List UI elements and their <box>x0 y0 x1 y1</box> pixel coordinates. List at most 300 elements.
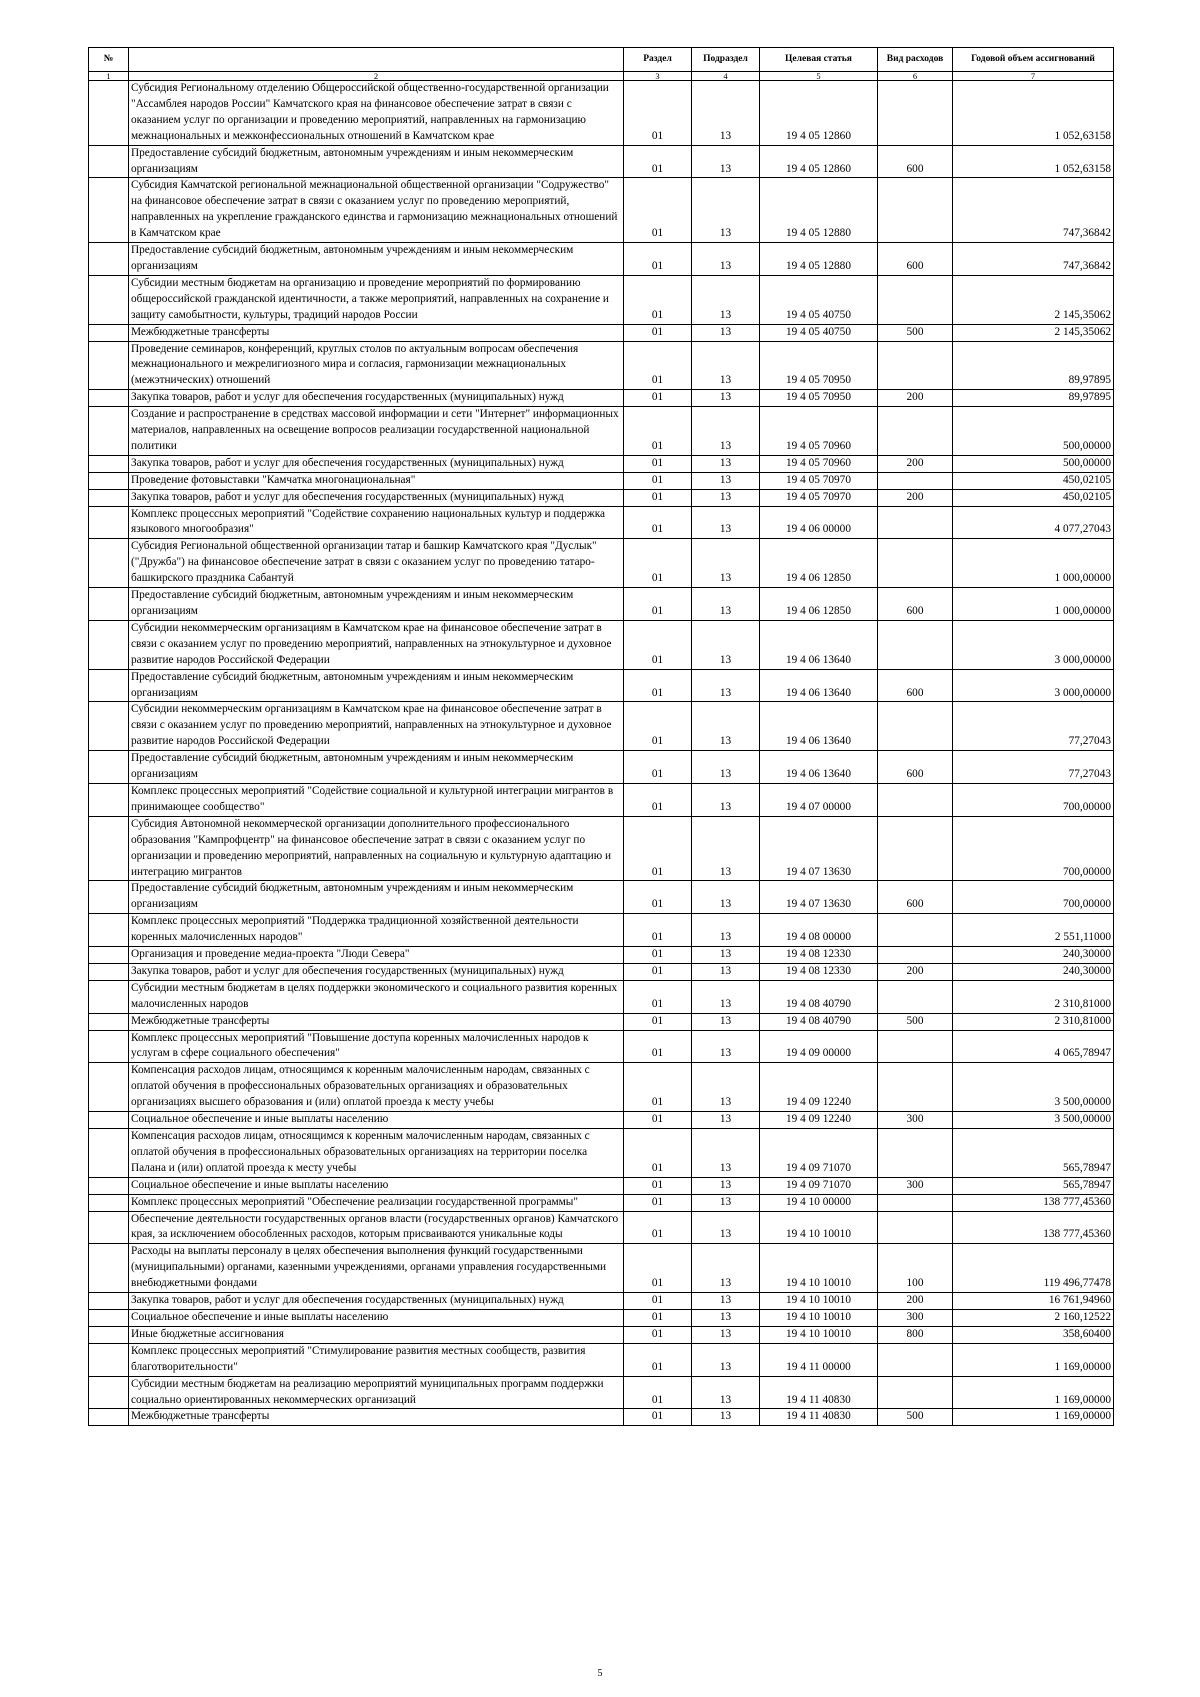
row-podrazdel-cell: 13 <box>692 947 760 964</box>
row-number-cell <box>89 1244 129 1293</box>
row-article-cell: 19 4 05 40750 <box>760 275 878 324</box>
row-expense-type-cell: 600 <box>878 751 953 784</box>
row-name-cell: Межбюджетные трансферты <box>129 324 624 341</box>
row-podrazdel-cell: 13 <box>692 881 760 914</box>
row-podrazdel-cell: 13 <box>692 455 760 472</box>
row-article-cell: 19 4 10 10010 <box>760 1309 878 1326</box>
row-amount-cell: 240,30000 <box>953 963 1114 980</box>
table-row <box>89 669 1114 702</box>
row-podrazdel-cell: 13 <box>692 1030 760 1063</box>
row-article-cell: 19 4 07 13630 <box>760 881 878 914</box>
row-article-cell: 19 4 11 40830 <box>760 1376 878 1409</box>
row-name-cell: Комплекс процессных мероприятий "Содействие социальной и культурной интеграции мигрантов в принимающее сообщество" <box>129 783 624 816</box>
row-podrazdel-cell: 13 <box>692 275 760 324</box>
row-expense-type-cell <box>878 506 953 539</box>
row-amount-cell: 1 000,00000 <box>953 539 1114 588</box>
table-row <box>89 275 1114 324</box>
row-expense-type-cell <box>878 539 953 588</box>
table-header-row <box>89 48 1114 72</box>
table-row <box>89 1129 1114 1178</box>
row-number-cell <box>89 145 129 178</box>
row-number-cell <box>89 1112 129 1129</box>
table-row <box>89 1293 1114 1310</box>
row-name-cell: Обеспечение деятельности государственных органов власти (государственных органов) Камчатского края, за исключением обособленных расходов, которым присваиваются уникальные коды <box>129 1211 624 1244</box>
table-row <box>89 1112 1114 1129</box>
row-amount-cell: 500,00000 <box>953 407 1114 456</box>
table-row <box>89 1194 1114 1211</box>
table-row <box>89 881 1114 914</box>
row-article-cell: 19 4 05 70960 <box>760 407 878 456</box>
row-amount-cell: 89,97895 <box>953 390 1114 407</box>
row-number-cell <box>89 1177 129 1194</box>
row-podrazdel-cell: 13 <box>692 539 760 588</box>
row-amount-cell: 89,97895 <box>953 341 1114 390</box>
row-expense-type-cell <box>878 1343 953 1376</box>
row-article-cell: 19 4 08 40790 <box>760 980 878 1013</box>
row-number-cell <box>89 1376 129 1409</box>
table-row <box>89 1326 1114 1343</box>
row-number-cell <box>89 506 129 539</box>
table-row <box>89 947 1114 964</box>
row-article-cell: 19 4 05 70950 <box>760 390 878 407</box>
row-number-cell <box>89 472 129 489</box>
table-row <box>89 455 1114 472</box>
row-article-cell: 19 4 05 12860 <box>760 145 878 178</box>
row-razdel-cell: 01 <box>624 980 692 1013</box>
row-name-cell: Расходы на выплаты персоналу в целях обеспечения выполнения функций государственными (муниципальными) органами, казенными учреждениями, органами управления государственными внебюджетными фондами <box>129 1244 624 1293</box>
row-number-cell <box>89 963 129 980</box>
row-name-cell: Проведение семинаров, конференций, круглых столов по актуальным вопросам обеспечения межнационального и межрелигиозного мира и согласия, гармонизации межнациональных (межэтнических) отношений <box>129 341 624 390</box>
row-expense-type-cell <box>878 472 953 489</box>
row-expense-type-cell <box>878 947 953 964</box>
row-razdel-cell: 01 <box>624 1194 692 1211</box>
row-podrazdel-cell: 13 <box>692 1409 760 1426</box>
row-razdel-cell: 01 <box>624 1129 692 1178</box>
table-row <box>89 145 1114 178</box>
row-expense-type-cell <box>878 1194 953 1211</box>
row-expense-type-cell: 500 <box>878 1013 953 1030</box>
row-article-cell: 19 4 10 00000 <box>760 1194 878 1211</box>
row-podrazdel-cell: 13 <box>692 390 760 407</box>
row-amount-cell: 500,00000 <box>953 455 1114 472</box>
table-row <box>89 1177 1114 1194</box>
row-razdel-cell: 01 <box>624 816 692 881</box>
row-expense-type-cell: 600 <box>878 588 953 621</box>
row-name-cell: Комплекс процессных мероприятий "Содействие сохранению национальных культур и поддержка языкового многообразия" <box>129 506 624 539</box>
table-row <box>89 620 1114 669</box>
row-name-cell: Закупка товаров, работ и услуг для обеспечения государственных (муниципальных) нужд <box>129 1293 624 1310</box>
row-podrazdel-cell: 13 <box>692 1063 760 1112</box>
row-razdel-cell: 01 <box>624 243 692 276</box>
row-number-cell <box>89 1013 129 1030</box>
row-expense-type-cell <box>878 178 953 243</box>
table-row <box>89 1211 1114 1244</box>
row-podrazdel-cell: 13 <box>692 816 760 881</box>
column-number: 7 <box>953 72 1114 81</box>
row-number-cell <box>89 669 129 702</box>
row-razdel-cell: 01 <box>624 881 692 914</box>
row-number-cell <box>89 1409 129 1426</box>
header-name <box>129 48 624 72</box>
row-amount-cell: 565,78947 <box>953 1129 1114 1178</box>
row-amount-cell: 240,30000 <box>953 947 1114 964</box>
row-article-cell: 19 4 10 10010 <box>760 1211 878 1244</box>
row-name-cell: Комплекс процессных мероприятий "Стимулирование развития местных сообществ, развития благотворительности" <box>129 1343 624 1376</box>
row-number-cell <box>89 1309 129 1326</box>
row-article-cell: 19 4 06 13640 <box>760 751 878 784</box>
row-expense-type-cell: 200 <box>878 963 953 980</box>
table-row <box>89 914 1114 947</box>
row-podrazdel-cell: 13 <box>692 751 760 784</box>
row-amount-cell: 2 160,12522 <box>953 1309 1114 1326</box>
table-row <box>89 390 1114 407</box>
row-article-cell: 19 4 07 13630 <box>760 816 878 881</box>
row-amount-cell: 358,60400 <box>953 1326 1114 1343</box>
row-podrazdel-cell: 13 <box>692 1194 760 1211</box>
row-name-cell: Субсидии местным бюджетам на реализацию мероприятий муниципальных программ поддержки социально ориентированных некоммерческих организаций <box>129 1376 624 1409</box>
row-name-cell: Предоставление субсидий бюджетным, автономным учреждениям и иным некоммерческим организациям <box>129 751 624 784</box>
row-expense-type-cell: 300 <box>878 1177 953 1194</box>
table-row <box>89 81 1114 146</box>
row-razdel-cell: 01 <box>624 489 692 506</box>
row-name-cell: Закупка товаров, работ и услуг для обеспечения государственных (муниципальных) нужд <box>129 390 624 407</box>
row-expense-type-cell: 200 <box>878 489 953 506</box>
row-expense-type-cell <box>878 1063 953 1112</box>
row-number-cell <box>89 1194 129 1211</box>
row-name-cell: Социальное обеспечение и иные выплаты населению <box>129 1112 624 1129</box>
row-number-cell <box>89 341 129 390</box>
column-number: 5 <box>760 72 878 81</box>
header-podrazdel: Подраздел <box>692 48 760 72</box>
row-razdel-cell: 01 <box>624 506 692 539</box>
row-expense-type-cell <box>878 81 953 146</box>
page-number: 5 <box>597 1668 603 1679</box>
column-number-row <box>89 72 1114 81</box>
row-number-cell <box>89 324 129 341</box>
row-podrazdel-cell: 13 <box>692 1129 760 1178</box>
row-razdel-cell: 01 <box>624 1211 692 1244</box>
row-number-cell <box>89 702 129 751</box>
row-expense-type-cell <box>878 407 953 456</box>
row-name-cell: Комплекс процессных мероприятий "Поддержка традиционной хозяйственной деятельности коренных малочисленных народов" <box>129 914 624 947</box>
row-razdel-cell: 01 <box>624 620 692 669</box>
row-expense-type-cell <box>878 1211 953 1244</box>
row-article-cell: 19 4 09 71070 <box>760 1129 878 1178</box>
column-number: 2 <box>129 72 624 81</box>
row-podrazdel-cell: 13 <box>692 669 760 702</box>
row-expense-type-cell <box>878 702 953 751</box>
table-row <box>89 539 1114 588</box>
row-name-cell: Предоставление субсидий бюджетным, автономным учреждениям и иным некоммерческим организациям <box>129 243 624 276</box>
row-article-cell: 19 4 10 10010 <box>760 1244 878 1293</box>
row-name-cell: Предоставление субсидий бюджетным, автономным учреждениям и иным некоммерческим организациям <box>129 588 624 621</box>
row-expense-type-cell <box>878 1376 953 1409</box>
row-razdel-cell: 01 <box>624 947 692 964</box>
row-number-cell <box>89 881 129 914</box>
row-razdel-cell: 01 <box>624 275 692 324</box>
table-row <box>89 243 1114 276</box>
table-row <box>89 1030 1114 1063</box>
table-row <box>89 1309 1114 1326</box>
row-expense-type-cell: 200 <box>878 455 953 472</box>
row-amount-cell: 1 169,00000 <box>953 1376 1114 1409</box>
column-number: 4 <box>692 72 760 81</box>
row-podrazdel-cell: 13 <box>692 980 760 1013</box>
row-amount-cell: 138 777,45360 <box>953 1211 1114 1244</box>
row-amount-cell: 77,27043 <box>953 702 1114 751</box>
row-expense-type-cell <box>878 341 953 390</box>
row-article-cell: 19 4 11 40830 <box>760 1409 878 1426</box>
row-article-cell: 19 4 05 70950 <box>760 341 878 390</box>
row-number-cell <box>89 489 129 506</box>
row-expense-type-cell <box>878 783 953 816</box>
row-number-cell <box>89 390 129 407</box>
row-amount-cell: 450,02105 <box>953 489 1114 506</box>
row-razdel-cell: 01 <box>624 1030 692 1063</box>
row-amount-cell: 1 000,00000 <box>953 588 1114 621</box>
row-name-cell: Иные бюджетные ассигнования <box>129 1326 624 1343</box>
row-name-cell: Проведение фотовыставки "Камчатка многонациональная" <box>129 472 624 489</box>
row-article-cell: 19 4 09 12240 <box>760 1112 878 1129</box>
row-podrazdel-cell: 13 <box>692 1244 760 1293</box>
table-row <box>89 783 1114 816</box>
row-razdel-cell: 01 <box>624 81 692 146</box>
row-razdel-cell: 01 <box>624 669 692 702</box>
row-razdel-cell: 01 <box>624 1112 692 1129</box>
row-podrazdel-cell: 13 <box>692 1177 760 1194</box>
row-podrazdel-cell: 13 <box>692 1376 760 1409</box>
row-podrazdel-cell: 13 <box>692 407 760 456</box>
row-name-cell: Предоставление субсидий бюджетным, автономным учреждениям и иным некоммерческим организациям <box>129 145 624 178</box>
row-podrazdel-cell: 13 <box>692 783 760 816</box>
header-target-article: Целевая статья <box>760 48 878 72</box>
table-row <box>89 751 1114 784</box>
row-number-cell <box>89 1030 129 1063</box>
row-expense-type-cell <box>878 980 953 1013</box>
row-podrazdel-cell: 13 <box>692 1343 760 1376</box>
column-number: 6 <box>878 72 953 81</box>
row-amount-cell: 2 310,81000 <box>953 980 1114 1013</box>
row-article-cell: 19 4 09 00000 <box>760 1030 878 1063</box>
row-podrazdel-cell: 13 <box>692 914 760 947</box>
row-article-cell: 19 4 05 12880 <box>760 178 878 243</box>
row-number-cell <box>89 620 129 669</box>
row-razdel-cell: 01 <box>624 539 692 588</box>
row-amount-cell: 1 169,00000 <box>953 1343 1114 1376</box>
row-article-cell: 19 4 05 70970 <box>760 489 878 506</box>
row-podrazdel-cell: 13 <box>692 620 760 669</box>
header-number: № <box>89 48 129 72</box>
budget-table <box>88 47 1114 1426</box>
row-number-cell <box>89 980 129 1013</box>
table-row <box>89 341 1114 390</box>
table-row <box>89 963 1114 980</box>
row-podrazdel-cell: 13 <box>692 81 760 146</box>
row-amount-cell: 2 145,35062 <box>953 324 1114 341</box>
row-razdel-cell: 01 <box>624 783 692 816</box>
row-amount-cell: 16 761,94960 <box>953 1293 1114 1310</box>
row-name-cell: Закупка товаров, работ и услуг для обеспечения государственных (муниципальных) нужд <box>129 489 624 506</box>
row-name-cell: Субсидия Региональному отделению Общероссийской общественно-государственной организации "Ассамблея народов России" Камчатского края на финансовое обеспечение затрат в связи с оказанием услуг по организации и проведению мероприятий, направленных на гармонизацию межнациональных и межконфессиональных отношений в Камчатском крае <box>129 81 624 146</box>
row-number-cell <box>89 947 129 964</box>
row-article-cell: 19 4 05 70960 <box>760 455 878 472</box>
row-article-cell: 19 4 09 12240 <box>760 1063 878 1112</box>
row-expense-type-cell: 800 <box>878 1326 953 1343</box>
row-razdel-cell: 01 <box>624 751 692 784</box>
row-razdel-cell: 01 <box>624 588 692 621</box>
row-name-cell: Межбюджетные трансферты <box>129 1409 624 1426</box>
row-name-cell: Межбюджетные трансферты <box>129 1013 624 1030</box>
row-podrazdel-cell: 13 <box>692 1112 760 1129</box>
row-name-cell: Субсидии местным бюджетам на организацию и проведение мероприятий по формированию общероссийской гражданской идентичности, а также мероприятий, направленных на сохранение и защиту самобытности, культуры, традиций народов России <box>129 275 624 324</box>
row-name-cell: Субсидия Региональной общественной организации татар и башкир Камчатского края "Дуслык" ("Дружба") на финансовое обеспечение затрат в связи с оказанием услуг по проведению татаро-башкирского праздника Сабантуй <box>129 539 624 588</box>
row-razdel-cell: 01 <box>624 1013 692 1030</box>
row-article-cell: 19 4 05 70970 <box>760 472 878 489</box>
table-body <box>89 81 1114 1426</box>
row-article-cell: 19 4 11 00000 <box>760 1343 878 1376</box>
row-name-cell: Комплекс процессных мероприятий "Повышение доступа коренных малочисленных народов к услугам в сфере социального обеспечения" <box>129 1030 624 1063</box>
row-amount-cell: 1 052,63158 <box>953 145 1114 178</box>
row-amount-cell: 119 496,77478 <box>953 1244 1114 1293</box>
row-podrazdel-cell: 13 <box>692 145 760 178</box>
table-row <box>89 506 1114 539</box>
row-podrazdel-cell: 13 <box>692 1309 760 1326</box>
row-number-cell <box>89 81 129 146</box>
row-expense-type-cell: 500 <box>878 324 953 341</box>
row-number-cell <box>89 1326 129 1343</box>
row-podrazdel-cell: 13 <box>692 178 760 243</box>
row-name-cell: Создание и распространение в средствах массовой информации и сети "Интернет" информационных материалов, направленных на освещение вопросов реализации государственной национальной политики <box>129 407 624 456</box>
row-podrazdel-cell: 13 <box>692 324 760 341</box>
row-expense-type-cell: 600 <box>878 243 953 276</box>
row-name-cell: Предоставление субсидий бюджетным, автономным учреждениям и иным некоммерческим организациям <box>129 881 624 914</box>
row-number-cell <box>89 588 129 621</box>
row-name-cell: Субсидия Автономной некоммерческой организации дополнительного профессионального образования "Кампрофцентр" на финансовое обеспечение затрат в связи с оказанием услуг по организации и проведению мероприятий, направленных на социальную и культурную адаптацию и интеграцию мигрантов <box>129 816 624 881</box>
row-razdel-cell: 01 <box>624 1244 692 1293</box>
row-razdel-cell: 01 <box>624 1177 692 1194</box>
row-razdel-cell: 01 <box>624 1063 692 1112</box>
table-row <box>89 980 1114 1013</box>
row-number-cell <box>89 751 129 784</box>
header-expense-type: Вид расходов <box>878 48 953 72</box>
row-razdel-cell: 01 <box>624 702 692 751</box>
row-number-cell <box>89 1211 129 1244</box>
row-name-cell: Субсидии некоммерческим организациям в Камчатском крае на финансовое обеспечение затрат в связи с оказанием услуг по проведению мероприятий, направленных на этнокультурное и духовное развитие народов Российской Федерации <box>129 620 624 669</box>
row-razdel-cell: 01 <box>624 963 692 980</box>
row-name-cell: Компенсация расходов лицам, относящимся к коренным малочисленным народам, связанных с оплатой обучения в профессиональных образовательных организациях и образовательных организациях высшего образования и (или) оплатой проезда к месту учебы <box>129 1063 624 1112</box>
row-article-cell: 19 4 06 12850 <box>760 588 878 621</box>
row-article-cell: 19 4 06 13640 <box>760 620 878 669</box>
row-razdel-cell: 01 <box>624 914 692 947</box>
row-name-cell: Закупка товаров, работ и услуг для обеспечения государственных (муниципальных) нужд <box>129 455 624 472</box>
row-podrazdel-cell: 13 <box>692 1211 760 1244</box>
row-podrazdel-cell: 13 <box>692 963 760 980</box>
row-amount-cell: 1 169,00000 <box>953 1409 1114 1426</box>
row-article-cell: 19 4 06 12850 <box>760 539 878 588</box>
row-amount-cell: 2 551,11000 <box>953 914 1114 947</box>
row-razdel-cell: 01 <box>624 145 692 178</box>
row-expense-type-cell: 600 <box>878 881 953 914</box>
row-article-cell: 19 4 10 10010 <box>760 1293 878 1310</box>
row-amount-cell: 700,00000 <box>953 783 1114 816</box>
row-expense-type-cell <box>878 1030 953 1063</box>
row-number-cell <box>89 1063 129 1112</box>
row-article-cell: 19 4 06 13640 <box>760 702 878 751</box>
row-amount-cell: 2 310,81000 <box>953 1013 1114 1030</box>
row-amount-cell: 565,78947 <box>953 1177 1114 1194</box>
row-expense-type-cell: 200 <box>878 390 953 407</box>
row-article-cell: 19 4 08 12330 <box>760 963 878 980</box>
row-name-cell: Субсидии местным бюджетам в целях поддержки экономического и социального развития коренных малочисленных народов <box>129 980 624 1013</box>
table-row <box>89 1244 1114 1293</box>
table-row <box>89 407 1114 456</box>
table-row <box>89 1376 1114 1409</box>
row-expense-type-cell <box>878 1129 953 1178</box>
table-row <box>89 1409 1114 1426</box>
row-razdel-cell: 01 <box>624 1409 692 1426</box>
row-razdel-cell: 01 <box>624 1309 692 1326</box>
table-row <box>89 1343 1114 1376</box>
row-article-cell: 19 4 05 40750 <box>760 324 878 341</box>
row-number-cell <box>89 816 129 881</box>
row-amount-cell: 700,00000 <box>953 881 1114 914</box>
row-razdel-cell: 01 <box>624 341 692 390</box>
table-row <box>89 324 1114 341</box>
column-number: 3 <box>624 72 692 81</box>
row-razdel-cell: 01 <box>624 390 692 407</box>
row-name-cell: Субсидии некоммерческим организациям в Камчатском крае на финансовое обеспечение затрат в связи с оказанием услуг по проведению мероприятий, направленных на этнокультурное и духовное развитие народов Российской Федерации <box>129 702 624 751</box>
row-number-cell <box>89 407 129 456</box>
row-amount-cell: 4 077,27043 <box>953 506 1114 539</box>
row-amount-cell: 4 065,78947 <box>953 1030 1114 1063</box>
header-razdel: Раздел <box>624 48 692 72</box>
row-razdel-cell: 01 <box>624 324 692 341</box>
column-number: 1 <box>89 72 129 81</box>
row-podrazdel-cell: 13 <box>692 1293 760 1310</box>
row-razdel-cell: 01 <box>624 178 692 243</box>
row-article-cell: 19 4 09 71070 <box>760 1177 878 1194</box>
row-podrazdel-cell: 13 <box>692 1013 760 1030</box>
row-amount-cell: 747,36842 <box>953 178 1114 243</box>
row-expense-type-cell <box>878 275 953 324</box>
row-amount-cell: 2 145,35062 <box>953 275 1114 324</box>
row-podrazdel-cell: 13 <box>692 1326 760 1343</box>
table-row <box>89 178 1114 243</box>
row-amount-cell: 3 500,00000 <box>953 1112 1114 1129</box>
row-razdel-cell: 01 <box>624 455 692 472</box>
table-row <box>89 588 1114 621</box>
table-row <box>89 472 1114 489</box>
row-number-cell <box>89 455 129 472</box>
row-number-cell <box>89 275 129 324</box>
row-podrazdel-cell: 13 <box>692 341 760 390</box>
row-amount-cell: 138 777,45360 <box>953 1194 1114 1211</box>
row-amount-cell: 3 500,00000 <box>953 1063 1114 1112</box>
row-amount-cell: 450,02105 <box>953 472 1114 489</box>
row-podrazdel-cell: 13 <box>692 702 760 751</box>
row-amount-cell: 3 000,00000 <box>953 620 1114 669</box>
row-name-cell: Организация и проведение медиа-проекта "Люди Севера" <box>129 947 624 964</box>
row-article-cell: 19 4 08 40790 <box>760 1013 878 1030</box>
row-expense-type-cell: 500 <box>878 1409 953 1426</box>
row-name-cell: Закупка товаров, работ и услуг для обеспечения государственных (муниципальных) нужд <box>129 963 624 980</box>
row-razdel-cell: 01 <box>624 1343 692 1376</box>
row-razdel-cell: 01 <box>624 1293 692 1310</box>
row-podrazdel-cell: 13 <box>692 472 760 489</box>
table-row <box>89 702 1114 751</box>
row-expense-type-cell: 300 <box>878 1112 953 1129</box>
row-podrazdel-cell: 13 <box>692 506 760 539</box>
